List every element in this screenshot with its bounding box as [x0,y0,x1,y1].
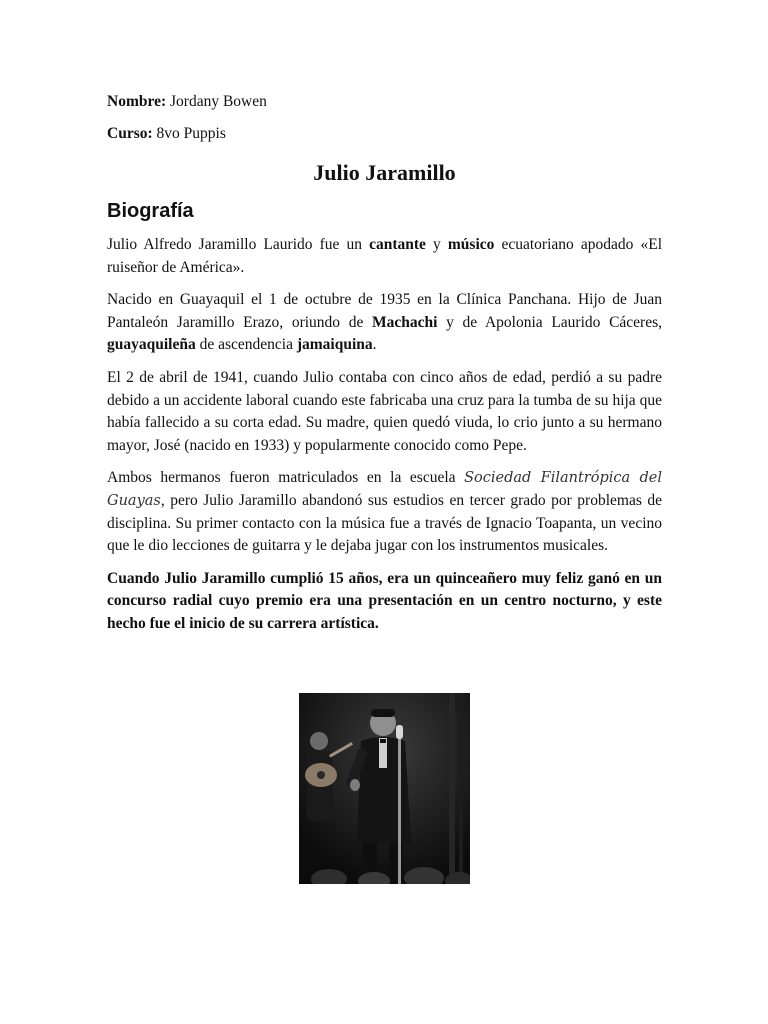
p2-bold-guayaquilena: guayaquileña [107,336,196,354]
p1-bold-musico: músico [447,236,495,253]
curso-value: 8vo Puppis [156,125,226,142]
p1-text-1: Julio Alfredo Jaramillo Laurido fue un [107,236,370,253]
nombre-value: Jordany Bowen [170,93,267,110]
document-page [107,92,662,636]
curso-label: Curso: [107,125,153,142]
paragraph-2 [107,289,662,357]
p2-text-1: Nacido en Guayaquil el 1 de octubre de 1935 en la Clínica Panchana. Hijo de Juan Pantaleón Jaramillo Erazo, oriundo de [107,291,662,331]
paragraph-3: El 2 de abril de 1941, cuando Julio contaba con cinco años de edad, perdió a su padre debido a un accidente laboral cuando este fabricaba una cruz para la tumba de su hija que había fallecido a su corta edad. Su madre, quien quedó viuda, lo crio junto a su hermano mayor, José (nacido en 1933) y popularmente conocido como Pepe. [107,368,662,454]
paragraph-5: Cuando Julio Jaramillo cumplió 15 años, era un quinceañero muy feliz ganó en un concurso radial cuyo premio era una presentación en un centro nocturno, y este hecho fue el inicio de su carrera artística. [107,569,662,632]
p1-text-3: ecuatoriano apodado «El ruiseñor de América». [107,236,663,276]
p4-italic-school: Sociedad Filantrópica del Guayas [107,470,662,509]
p1-bold-cantante: cantante [369,236,426,253]
p4-text-1: Ambos hermanos fueron matriculados en la escuela [107,469,465,487]
document-title: Julio Jaramillo [313,160,456,185]
section-heading: Biografía [107,200,194,222]
paragraph-4 [107,467,662,557]
paragraph-1 [107,234,662,279]
p2-text-3: de ascendencia [195,336,297,354]
nombre-label: Nombre: [107,93,167,110]
p2-bold-machachi: Machachi [372,313,438,331]
singer-photo-image [299,693,470,884]
p2-bold-jamaiquina: jamaiquina [296,336,373,354]
course-field [107,124,662,144]
p1-text-2: y [425,236,448,253]
singer-photo [299,693,470,884]
p2-text-4: . [372,336,377,354]
p2-text-2: y de Apolonia Laurido Cáceres, [437,313,662,331]
student-name-field [107,92,662,112]
p4-text-2: , pero Julio Jaramillo abandonó sus estudios en tercer grado por problemas de disciplina. Su primer contacto con la música fue a través de Ignacio Toapanta, un vecino que le dio lecciones de guitarra y le dejaba jugar con los instrumentos musicales. [107,491,662,555]
